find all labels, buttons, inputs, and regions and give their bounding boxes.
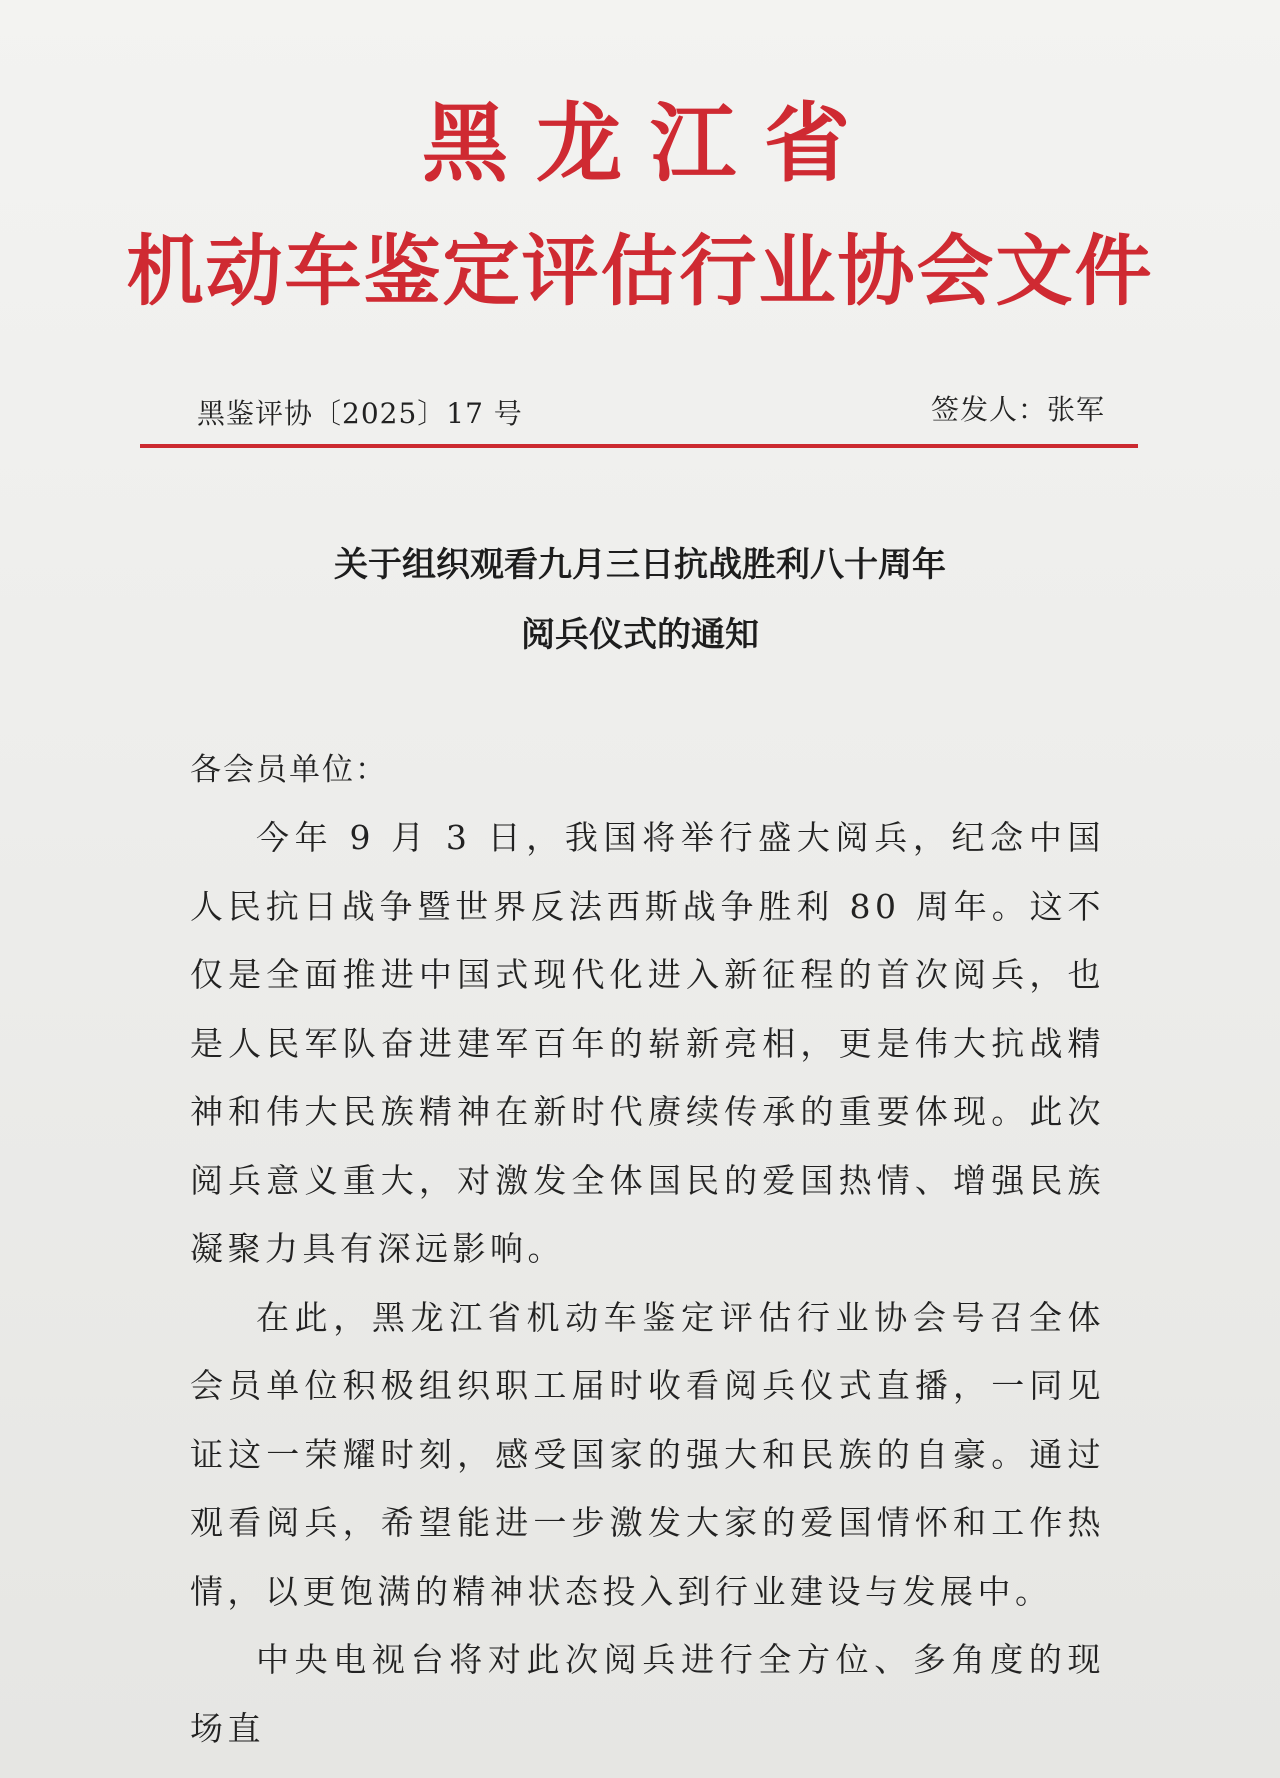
header-organization: 机动车鉴定评估行业协会文件: [126, 228, 1154, 317]
notice-title-line-2: 阅兵仪式的通知: [521, 615, 759, 655]
notice-title: [0, 530, 1280, 670]
red-divider: [140, 444, 1138, 448]
salutation: 各会员单位：: [190, 752, 388, 788]
document-number: 黑鉴评协〔2025〕17 号: [197, 397, 523, 430]
body-text: [190, 804, 1105, 1763]
header-province: 黑龙江省: [422, 94, 878, 194]
body-paragraph-2: 在此，黑龙江省机动车鉴定评估行业协会号召全体会员单位积极组织职工届时收看阅兵仪式直播，一同见证这一荣耀时刻，感受国家的强大和民族的自豪。通过观看阅兵，希望能进一步激发大家的爱国情怀和工作热情，以更饱满的精神状态投入到行业建设与发展中。: [190, 1297, 1105, 1611]
body-paragraph-3: 中央电视台将对此次阅兵进行全方位、多角度的现场直: [190, 1640, 1105, 1748]
body-paragraph-1: 今年 9 月 3 日，我国将举行盛大阅兵，纪念中国人民抗日战争暨世界反法西斯战争胜利 80 周年。这不仅是全面推进中国式现代化进入新征程的首次阅兵，也是人民军队奋进建军百年的崭新亮相，更是伟大抗战精神和伟大民族精神在新时代赓续传承的重要体现。此次阅兵意义重大，对激发全体国民的爱国热情、增强民族凝聚力具有深远影响。: [190, 818, 1105, 1268]
signer: 签发人：张军: [930, 393, 1105, 426]
notice-title-line-1: 关于组织观看九月三日抗战胜利八十周年: [334, 545, 946, 585]
